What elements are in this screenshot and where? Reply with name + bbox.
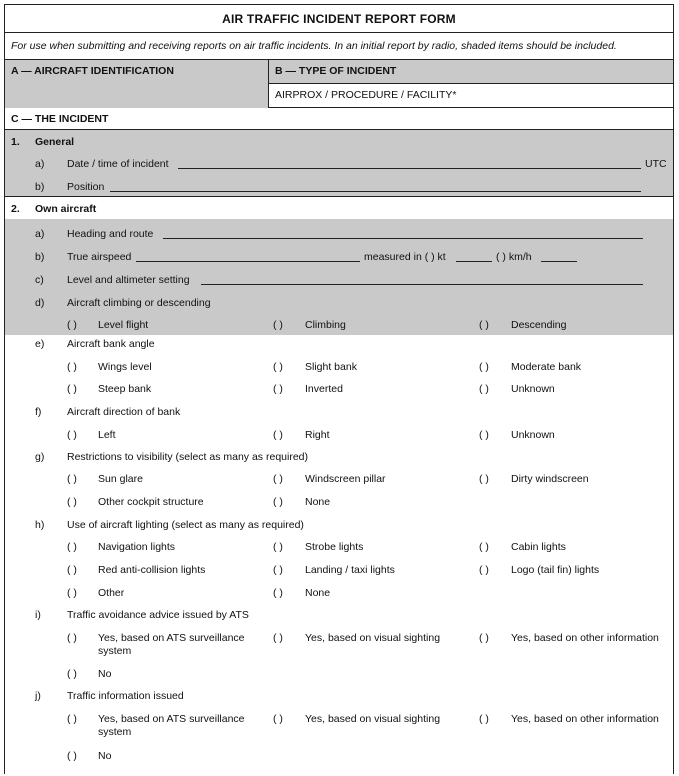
item-letter: h) [35,519,45,531]
item-letter: b) [35,251,45,263]
none-visibility-checkbox[interactable]: ( ) [273,496,283,508]
wings-level-checkbox[interactable]: ( ) [67,361,77,373]
section-b [269,60,673,108]
kmh-label: ( ) km/h [496,251,532,263]
item-letter: g) [35,451,45,463]
option-label-cont: system [98,645,132,657]
descending-label: Descending [511,319,567,331]
incident-type-field[interactable]: AIRPROX / PROCEDURE / FACILITY* [275,89,457,101]
item-letter: i) [35,609,41,621]
position-field[interactable] [110,191,641,192]
item-letter: a) [35,158,45,170]
info-surveillance-checkbox[interactable]: ( ) [67,713,77,725]
option-label: Yes, based on ATS surveillance [98,632,245,644]
own-aircraft-shaded-block [5,219,673,335]
option-label: Other cockpit structure [98,496,204,508]
item-letter: f) [35,406,42,418]
avoidance-advice-label: Traffic avoidance advice issued by ATS [67,609,249,621]
other-lights-checkbox[interactable]: ( ) [67,587,77,599]
measured-kt-label: measured in ( ) kt [364,251,446,263]
dirty-windscreen-checkbox[interactable]: ( ) [479,473,489,485]
strobe-lights-checkbox[interactable]: ( ) [273,541,283,553]
inverted-checkbox[interactable]: ( ) [273,383,283,395]
visibility-restrictions-label: Restrictions to visibility (select as many as required) [67,451,308,463]
item-letter: a) [35,228,45,240]
position-label: Position [67,181,105,193]
option-label: No [98,668,112,680]
option-label: Wings level [98,361,152,373]
bank-angle-label: Aircraft bank angle [67,338,155,350]
unknown-direction-checkbox[interactable]: ( ) [479,429,489,441]
moderate-bank-checkbox[interactable]: ( ) [479,361,489,373]
option-label: Strobe lights [305,541,364,553]
own-aircraft-heading: Own aircraft [35,203,97,215]
kt-field[interactable] [456,261,492,262]
option-label-cont: system [98,726,132,738]
form-intro: For use when submitting and receiving reports on air traffic incidents. In an initial report by radio, shaded items should be included. [5,33,673,60]
lighting-label: Use of aircraft lighting (select as many as required) [67,519,304,531]
avoidance-no-checkbox[interactable]: ( ) [67,668,77,680]
own-aircraft-number: 2. [11,203,20,215]
info-visual-checkbox[interactable]: ( ) [273,713,283,725]
avoidance-visual-checkbox[interactable]: ( ) [273,632,283,644]
sun-glare-checkbox[interactable]: ( ) [67,473,77,485]
landing-taxi-checkbox[interactable]: ( ) [273,564,283,576]
navigation-lights-checkbox[interactable]: ( ) [67,541,77,553]
cabin-lights-checkbox[interactable]: ( ) [479,541,489,553]
avoidance-other-checkbox[interactable]: ( ) [479,632,489,644]
option-label: Windscreen pillar [305,473,386,485]
option-label: No [98,750,112,762]
info-other-checkbox[interactable]: ( ) [479,713,489,725]
info-no-checkbox[interactable]: ( ) [67,750,77,762]
sections-a-b [5,60,673,108]
none-lights-checkbox[interactable]: ( ) [273,587,283,599]
item-letter: d) [35,297,45,309]
general-number: 1. [11,136,20,148]
option-label: Red anti-collision lights [98,564,206,576]
level-flight-label: Level flight [98,319,149,331]
option-label: Yes, based on other information [511,713,659,725]
option-label: Moderate bank [511,361,582,373]
incident-report-form [4,4,674,774]
own-aircraft-heading-row [5,197,673,219]
option-label: Sun glare [98,473,143,485]
item-letter: j) [35,690,41,702]
section-a-aircraft-identification[interactable]: A — AIRCRAFT IDENTIFICATION [5,60,269,108]
option-label: None [305,587,331,599]
slight-bank-checkbox[interactable]: ( ) [273,361,283,373]
option-label: Landing / taxi lights [305,564,395,576]
heading-route-label: Heading and route [67,228,154,240]
true-airspeed-label: True airspeed [67,251,132,263]
option-label: Yes, based on visual sighting [305,632,441,644]
other-structure-checkbox[interactable]: ( ) [67,496,77,508]
steep-bank-checkbox[interactable]: ( ) [67,383,77,395]
option-label: Steep bank [98,383,152,395]
true-airspeed-field[interactable] [136,261,360,262]
right-checkbox[interactable]: ( ) [273,429,283,441]
option-label: Inverted [305,383,343,395]
section-b-heading: B — TYPE OF INCIDENT [269,60,673,84]
level-altimeter-label: Level and altimeter setting [67,274,190,286]
descending-checkbox[interactable]: ( ) [479,319,489,331]
general-block [5,130,673,197]
option-label: Yes, based on visual sighting [305,713,441,725]
form-title: AIR TRAFFIC INCIDENT REPORT FORM [5,5,673,33]
option-label: Navigation lights [98,541,176,553]
option-label: Cabin lights [511,541,566,553]
general-heading: General [35,136,75,148]
windscreen-pillar-checkbox[interactable]: ( ) [273,473,283,485]
option-label: Left [98,429,116,441]
option-label: Other [98,587,125,599]
unknown-bank-checkbox[interactable]: ( ) [479,383,489,395]
option-label: Unknown [511,429,555,441]
option-label: Dirty windscreen [511,473,589,485]
item-letter: e) [35,338,45,350]
climb-descend-label: Aircraft climbing or descending [67,297,211,309]
anti-collision-checkbox[interactable]: ( ) [67,564,77,576]
avoidance-surveillance-checkbox[interactable]: ( ) [67,632,77,644]
option-label: Yes, based on other information [511,632,659,644]
logo-lights-checkbox[interactable]: ( ) [479,564,489,576]
bank-direction-label: Aircraft direction of bank [67,406,181,418]
item-letter: c) [35,274,44,286]
left-checkbox[interactable]: ( ) [67,429,77,441]
climbing-checkbox[interactable]: ( ) [273,319,283,331]
item-letter: b) [35,181,45,193]
date-time-field[interactable] [178,168,641,169]
option-label: Slight bank [305,361,357,373]
option-label: Yes, based on ATS surveillance [98,713,245,725]
option-label: Unknown [511,383,555,395]
level-altimeter-field[interactable] [201,284,643,285]
utc-label: UTC [645,158,667,170]
kmh-field[interactable] [541,261,577,262]
level-flight-checkbox[interactable]: ( ) [67,319,77,331]
traffic-info-label: Traffic information issued [67,690,184,702]
heading-route-field[interactable] [163,238,643,239]
option-label: Right [305,429,330,441]
option-label: None [305,496,331,508]
option-label: Logo (tail fin) lights [511,564,600,576]
climbing-label: Climbing [305,319,346,331]
section-c-heading: C — THE INCIDENT [5,108,673,130]
date-time-label: Date / time of incident [67,158,169,170]
